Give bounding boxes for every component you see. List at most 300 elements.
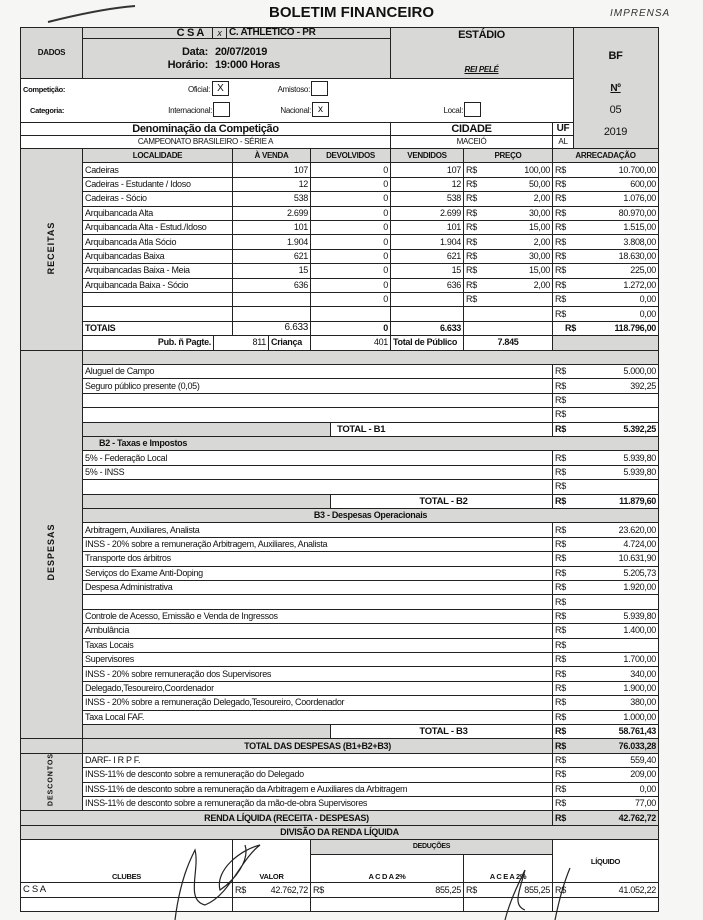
amount-value: 1.920,00	[623, 582, 656, 593]
amistoso-label: Amistoso:	[277, 85, 310, 94]
devolvidos-cell: 0	[310, 162, 391, 177]
amistoso-checkbox[interactable]	[311, 81, 328, 96]
expense-amount	[552, 393, 659, 408]
empty-cell	[463, 897, 553, 912]
expense-label: Ambulância	[82, 623, 553, 638]
a-venda-cell	[232, 306, 311, 321]
currency-label: R$	[466, 207, 477, 218]
bulletin-year: 2019	[603, 126, 628, 138]
expense-amount	[552, 465, 659, 480]
currency-label: R$	[466, 294, 477, 305]
currency-label: R$	[555, 236, 566, 247]
expense-amount	[552, 710, 659, 725]
local-label: Local:	[443, 106, 463, 115]
a-venda-cell	[232, 292, 311, 307]
stadium-name: REI PELÉ	[464, 65, 499, 74]
expense-amount	[552, 652, 659, 667]
currency-label: R$	[555, 380, 566, 391]
currency-label: R$	[555, 538, 566, 549]
oficial-checkbox[interactable]: X	[212, 81, 229, 96]
renda-liquida-label: RENDA LÍQUIDA (RECEITA - DESPESAS)	[20, 810, 553, 825]
total-b2-spacer	[82, 494, 331, 509]
vendidos-cell: 2.699	[390, 206, 464, 221]
localidade-cell: Arquibancadas Baixa - Meia	[82, 263, 233, 278]
oficial-label: Oficial:	[187, 85, 210, 94]
handwritten-note: IMPRENSA	[610, 8, 671, 19]
expense-amount	[552, 609, 659, 624]
currency-label: R$	[555, 726, 566, 737]
total-b3-label: TOTAL - B3	[330, 724, 553, 739]
expense-label: DARF- I R P F.	[82, 753, 553, 768]
a-venda-cell: 12	[232, 177, 311, 192]
localidade-cell: Arquibancada Alta	[82, 206, 233, 221]
preco-cell	[463, 162, 553, 177]
currency-label: R$	[555, 884, 566, 895]
versus-mark: x	[212, 27, 227, 39]
expense-label: 5% - Federação Local	[82, 450, 553, 465]
amount-value: 559,40	[630, 754, 656, 765]
expense-label: Despesa Administrativa	[82, 580, 553, 595]
empty-cell	[310, 897, 464, 912]
localidade-cell: Arquibancada Alta - Estud./Idoso	[82, 220, 233, 235]
a-venda-cell: 107	[232, 162, 311, 177]
currency-label: R$	[555, 625, 566, 636]
publico-nao-pagante-label: Pub. ñ Pagte.	[82, 335, 214, 350]
vendidos-cell: 15	[390, 263, 464, 278]
currency-label: R$	[555, 639, 566, 650]
expense-label: Supervisores	[82, 652, 553, 667]
city-value: MACEIÓ	[390, 135, 553, 149]
stadium-label: ESTÁDIO	[458, 29, 505, 41]
column-header-preco: PREÇO	[463, 148, 553, 163]
expense-label: Seguro público presente (0,05)	[82, 378, 553, 393]
currency-label: R$	[555, 481, 566, 492]
totais-a-venda: 6.633	[232, 321, 311, 336]
empty-cell	[232, 897, 311, 912]
vendidos-cell	[390, 292, 464, 307]
currency-label: R$	[555, 553, 566, 564]
localidade-cell: Cadeiras	[82, 162, 233, 177]
preco-cell	[463, 306, 553, 321]
currency-label: R$	[555, 164, 566, 175]
expense-amount	[552, 796, 659, 811]
currency-label: R$	[555, 423, 566, 434]
total-b1-spacer	[82, 422, 331, 437]
currency-label: R$	[555, 582, 566, 593]
amount-value: 76.033,28	[618, 740, 656, 751]
currency-label: R$	[555, 682, 566, 693]
bulletin-number: 05	[609, 104, 622, 116]
amount-value: 1.700,00	[623, 654, 656, 665]
vendidos-cell: 101	[390, 220, 464, 235]
currency-label: R$	[555, 178, 566, 189]
arrecadacao-cell	[552, 292, 659, 307]
localidade-cell	[82, 306, 233, 321]
devolvidos-cell: 0	[310, 234, 391, 249]
amount-value: 15,00	[528, 265, 550, 276]
ace-header: A C E A 2%	[463, 854, 553, 884]
currency-label: R$	[555, 366, 566, 377]
nacional-label: Nacional:	[280, 106, 311, 115]
arrecadacao-cell	[552, 263, 659, 278]
amount-value: 23.620,00	[618, 524, 656, 535]
totais-vendidos: 6.633	[390, 321, 464, 336]
competition-name: CAMPEONATO BRASILEIRO - SÉRIE A	[20, 135, 391, 149]
expense-amount	[552, 407, 659, 422]
amount-value: 5.939,80	[623, 466, 656, 477]
currency-label: R$	[555, 495, 566, 506]
currency-label: R$	[555, 308, 566, 319]
expense-amount	[552, 551, 659, 566]
amount-value: 2,00	[533, 236, 550, 247]
currency-label: R$	[555, 409, 566, 420]
receitas-label: RECEITAS	[46, 221, 56, 275]
arrecadacao-cell	[552, 306, 659, 321]
amount-value: 0,00	[639, 783, 656, 794]
expense-amount	[552, 753, 659, 768]
currency-label: R$	[555, 265, 566, 276]
devolvidos-cell: 0	[310, 263, 391, 278]
away-team: C. ATHLETICO - PR	[226, 27, 391, 39]
totais-devolvidos: 0	[310, 321, 391, 336]
expense-label: INSS - 20% sobre a remuneração Arbitragem, Auxiliares, Analista	[82, 537, 553, 552]
localidade-cell: Arquibancada Baixa - Sócio	[82, 278, 233, 293]
amount-value: 2,00	[533, 279, 550, 290]
currency-label: R$	[555, 812, 566, 823]
a-venda-cell: 621	[232, 249, 311, 264]
vendidos-cell: 1.904	[390, 234, 464, 249]
amount-value: 5.205,73	[623, 567, 656, 578]
amount-value: 225,00	[630, 265, 656, 276]
document-title: BOLETIM FINANCEIRO	[269, 4, 434, 21]
preco-cell	[463, 234, 553, 249]
total-despesas-label: TOTAL DAS DESPESAS (B1+B2+B3)	[82, 738, 553, 753]
expense-amount	[552, 695, 659, 710]
expense-label: 5% - INSS	[82, 465, 553, 480]
amount-value: 42.762,72	[618, 812, 656, 823]
devolvidos-cell: 0	[310, 191, 391, 206]
deducoes-header: DEDUÇÕES	[310, 839, 553, 854]
amount-value: 5.939,80	[623, 610, 656, 621]
preco-cell	[463, 263, 553, 278]
liquido-header: LÍQUIDO	[552, 839, 659, 883]
expense-amount	[552, 479, 659, 494]
totais-arrecadacao	[552, 321, 659, 336]
a-venda-cell: 538	[232, 191, 311, 206]
currency-label: R$	[555, 610, 566, 621]
local-checkbox[interactable]	[464, 102, 481, 117]
arrecadacao-cell	[552, 206, 659, 221]
arrecadacao-cell	[552, 278, 659, 293]
currency-label: R$	[466, 884, 477, 895]
a-venda-cell: 2.699	[232, 206, 311, 221]
currency-label: R$	[555, 394, 566, 405]
expense-label	[82, 407, 553, 422]
total-b3-spacer	[82, 724, 331, 739]
empty-cell	[552, 897, 659, 912]
column-header-arrecadacao: ARRECADAÇÃO	[552, 148, 659, 163]
publico-empty	[552, 335, 659, 350]
vendidos-cell	[390, 306, 464, 321]
competition-label: Competição:	[23, 85, 66, 94]
currency-label: R$	[555, 524, 566, 535]
b3-section-title: B3 - Despesas Operacionais	[82, 508, 659, 523]
amount-value: 50,00	[528, 178, 550, 189]
currency-label: R$	[555, 193, 566, 204]
currency-label: R$	[555, 711, 566, 722]
clube-name: C S A	[20, 882, 233, 897]
expense-label	[82, 393, 553, 408]
expense-label: Transporte dos árbitros	[82, 551, 553, 566]
expense-label: Arbitragem, Auxiliares, Analista	[82, 522, 553, 537]
amount-value: 3.808,00	[623, 236, 656, 247]
arrecadacao-cell	[552, 220, 659, 235]
currency-label: R$	[555, 754, 566, 765]
currency-label: R$	[235, 884, 246, 895]
a-venda-cell: 636	[232, 278, 311, 293]
date-label: Data:	[181, 46, 208, 58]
amount-value: 5.000,00	[623, 366, 656, 377]
uf-value: AL	[552, 135, 574, 149]
expense-label: Taxa Local FAF.	[82, 710, 553, 725]
internacional-checkbox[interactable]	[213, 102, 230, 117]
city-label: CIDADE	[390, 122, 553, 136]
currency-label: R$	[555, 769, 566, 780]
vendidos-cell: 636	[390, 278, 464, 293]
localidade-cell: Cadeiras - Sócio	[82, 191, 233, 206]
currency-label: R$	[555, 279, 566, 290]
preco-cell	[463, 278, 553, 293]
devolvidos-cell: 0	[310, 292, 391, 307]
internacional-label: Internacional:	[168, 106, 212, 115]
expense-amount	[552, 522, 659, 537]
despesas-label: DESPESAS	[46, 523, 56, 581]
localidade-cell: Arquibancada Atla Sócio	[82, 234, 233, 249]
arrecadacao-cell	[552, 162, 659, 177]
currency-label: R$	[555, 207, 566, 218]
preco-cell	[463, 177, 553, 192]
amount-value: 11.879,60	[619, 495, 656, 506]
liquido-amount	[552, 882, 659, 897]
currency-label: R$	[466, 193, 477, 204]
renda-liquida-amount	[552, 810, 659, 825]
competition-name-label: Denominação da Competição	[20, 122, 391, 136]
currency-label: R$	[466, 279, 477, 290]
preco-cell	[463, 249, 553, 264]
currency-label: R$	[555, 596, 566, 607]
total-despesas-amount	[552, 738, 659, 753]
total-b1-label: TOTAL - B1	[330, 422, 553, 437]
arrecadacao-cell	[552, 234, 659, 249]
currency-label: R$	[555, 250, 566, 261]
preco-cell	[463, 206, 553, 221]
amount-value: 42.762,72	[270, 884, 308, 895]
valor-amount	[232, 882, 311, 897]
devolvidos-cell: 0	[310, 220, 391, 235]
total-b3-amount	[552, 724, 659, 739]
divisao-title: DIVISÃO DA RENDA LÍQUIDA	[20, 825, 659, 840]
expense-amount	[552, 782, 659, 797]
expense-label	[82, 479, 553, 494]
currency-label: R$	[555, 654, 566, 665]
totais-preco-empty	[463, 321, 553, 336]
expense-label: Taxas Locais	[82, 638, 553, 653]
category-label: Categoria:	[30, 106, 65, 115]
empty-cell	[20, 897, 233, 912]
expense-amount	[552, 537, 659, 552]
total-b2-label: TOTAL - B2	[330, 494, 553, 509]
amount-value: 1.272,00	[623, 279, 656, 290]
amount-value: 1.076,00	[623, 193, 656, 204]
preco-cell	[463, 191, 553, 206]
amount-value: 1.900,00	[623, 682, 656, 693]
time-value: 19:000 Horas	[215, 59, 280, 71]
devolvidos-cell: 0	[310, 206, 391, 221]
column-header-a_venda: À VENDA	[232, 148, 311, 163]
currency-label: R$	[555, 294, 566, 305]
amount-value: 100,00	[524, 164, 550, 175]
amount-value: 5.392,25	[623, 423, 656, 434]
expense-amount	[552, 638, 659, 653]
vendidos-cell: 538	[390, 191, 464, 206]
b2-section-title: B2 - Taxas e Impostos	[82, 436, 659, 451]
expense-amount	[552, 666, 659, 681]
column-header-devolvidos: DEVOLVIDOS	[310, 148, 391, 163]
expense-amount	[552, 580, 659, 595]
amount-value: 5.939,80	[623, 452, 656, 463]
expense-amount	[552, 623, 659, 638]
expense-amount	[552, 450, 659, 465]
amount-value: 80.970,00	[618, 207, 656, 218]
amount-value: 0,00	[639, 294, 656, 305]
amount-value: 380,00	[630, 697, 656, 708]
expense-amount	[552, 378, 659, 393]
devolvidos-cell: 0	[310, 249, 391, 264]
amount-value: 1.000,00	[623, 711, 656, 722]
currency-label: R$	[466, 250, 477, 261]
column-header-localidade: LOCALIDADE	[82, 148, 233, 163]
amount-value: 1.400,00	[623, 625, 656, 636]
amount-value: 30,00	[528, 250, 550, 261]
valor-header: VALOR	[232, 839, 311, 883]
amount-value: 30,00	[528, 207, 550, 218]
arrecadacao-cell	[552, 191, 659, 206]
number-label: Nº	[610, 83, 621, 94]
publico-crianca-label: Criança	[268, 335, 311, 350]
expense-amount	[552, 767, 659, 782]
expense-label: INSS-11% de desconto sobre a remuneração do Delegado	[82, 767, 553, 782]
vendidos-cell: 621	[390, 249, 464, 264]
currency-label: R$	[466, 164, 477, 175]
expense-label: INSS - 20% sobre a remuneração Delegado,Tesoureiro, Coordenador	[82, 695, 553, 710]
total-b1-amount	[552, 422, 659, 437]
publico-total-label: Total de Público	[390, 335, 464, 350]
currency-label: R$	[313, 884, 324, 895]
uf-label: UF	[552, 122, 574, 136]
amount-value: 600,00	[630, 178, 656, 189]
expense-label: INSS - 20% sobre remuneração dos Supervisores	[82, 666, 553, 681]
currency-label: R$	[555, 697, 566, 708]
despesas-spacer-row	[82, 350, 659, 365]
totais-label: TOTAIS	[82, 321, 233, 336]
home-team: C S A	[82, 27, 213, 39]
expense-label: INSS-11% de desconto sobre a remuneração da Arbitragem e Auxiliares da Arbitragem	[82, 782, 553, 797]
preco-cell	[463, 220, 553, 235]
currency-label: R$	[466, 178, 477, 189]
amount-value: 855,25	[435, 884, 461, 895]
vendidos-cell: 12	[390, 177, 464, 192]
expense-amount	[552, 594, 659, 609]
publico-total: 7.845	[463, 335, 553, 350]
amount-value: 4.724,00	[623, 538, 656, 549]
amount-value: 41.052,22	[618, 884, 656, 895]
amount-value: 209,00	[630, 769, 656, 780]
a-venda-cell: 101	[232, 220, 311, 235]
total-b2-amount	[552, 494, 659, 509]
descontos-label: DESCONTOS	[47, 752, 55, 806]
acd-header: A C D A 2%	[310, 854, 464, 884]
currency-label: R$	[565, 322, 576, 333]
currency-label: R$	[466, 236, 477, 247]
column-header-vendidos: VENDIDOS	[390, 148, 464, 163]
publico-nao-pagante: 811	[213, 335, 269, 350]
amount-value: 15,00	[528, 222, 550, 233]
expense-amount	[552, 681, 659, 696]
amount-value: 118.796,00	[614, 322, 656, 333]
amount-value: 10.700,00	[618, 164, 656, 175]
expense-label: Delegado,Tesoureiro,Coordenador	[82, 681, 553, 696]
devolvidos-cell: 0	[310, 177, 391, 192]
amount-value: 58.761,43	[618, 726, 656, 737]
expense-label	[82, 594, 553, 609]
amount-value: 0,00	[639, 308, 656, 319]
currency-label: R$	[555, 783, 566, 794]
currency-label: R$	[555, 466, 566, 477]
amount-value: 18.630,00	[618, 250, 656, 261]
localidade-cell: Cadeiras - Estudante / Idoso	[82, 177, 233, 192]
bf-label: BF	[608, 50, 623, 62]
arrecadacao-cell	[552, 249, 659, 264]
currency-label: R$	[555, 668, 566, 679]
amount-value: 10.631,90	[618, 553, 656, 564]
expense-label: INSS-11% de desconto sobre a remuneração da mão-de-obra Supervisores	[82, 796, 553, 811]
devolvidos-cell: 0	[310, 278, 391, 293]
expense-label: Serviços do Exame Anti-Doping	[82, 566, 553, 581]
currency-label: R$	[555, 222, 566, 233]
localidade-cell: Arquibancadas Baixa	[82, 249, 233, 264]
publico-crianca: 401	[310, 335, 391, 350]
clubes-header: CLUBES	[20, 839, 233, 883]
currency-label: R$	[555, 798, 566, 809]
expense-label: Controle de Acesso, Emissão e Venda de Ingressos	[82, 609, 553, 624]
amount-value: 855,25	[524, 884, 550, 895]
amount-value: 1.515,00	[623, 222, 656, 233]
dados-label: DADOS	[20, 27, 83, 79]
currency-label: R$	[555, 740, 566, 751]
currency-label: R$	[466, 265, 477, 276]
currency-label: R$	[466, 222, 477, 233]
currency-label: R$	[555, 452, 566, 463]
expense-amount	[552, 364, 659, 379]
devolvidos-cell	[310, 306, 391, 321]
vendidos-cell: 107	[390, 162, 464, 177]
arrecadacao-cell	[552, 177, 659, 192]
amount-value: 77,00	[634, 798, 656, 809]
date-value: 20/07/2019	[215, 46, 268, 58]
expense-amount	[552, 566, 659, 581]
nacional-checkbox[interactable]: x	[312, 102, 329, 117]
ace-amount	[463, 882, 553, 897]
